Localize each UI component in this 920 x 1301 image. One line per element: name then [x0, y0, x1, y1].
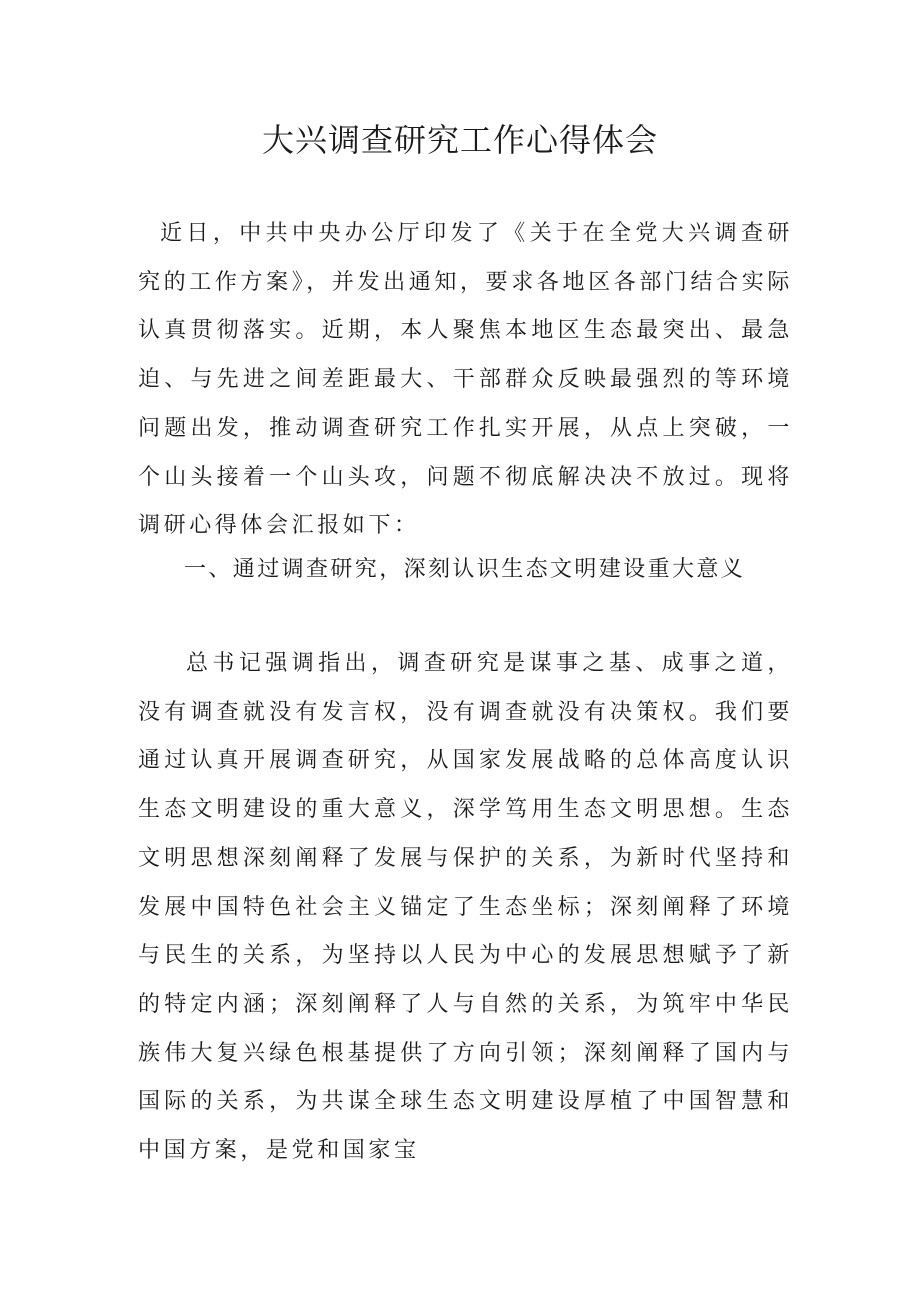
body-paragraph: 总书记强调指出，调查研究是谋事之基、成事之道，没有调查就没有发言权，没有调查就没有决策权。我们要通过认真开展调查研究，从国家发展战略的总体高度认识生态文明建设的重大意义，深学笃用生态文明思想。生态文明思想深刻阐释了发展与保护的关系，为新时代坚持和发展中国特色社会主义锚定了生态坐标；深刻阐释了环境与民生的关系，为坚持以人民为中心的发展思想赋予了新的特定内涵；深刻阐释了人与自然的关系，为筑牢中华民族伟大复兴绿色根基提供了方向引领；深刻阐释了国内与国际的关系，为共谋全球生态文明建设厚植了中国智慧和中国方案，是党和国家宝 [138, 651, 793, 1164]
intro-paragraph: 近日，中共中央办公厅印发了《关于在全党大兴调查研究的工作方案》，并发出通知，要求各地区各部门结合实际认真贯彻落实。近期，本人聚焦本地区生态最突出、最急迫、与先进之间差距最大、干部群众反映最强烈的等环境问题出发，推动调查研究工作扎实开展，从点上突破，一个山头接着一个山头攻，问题不彻底解决决不放过。现将调研心得体会汇报如下： [138, 221, 793, 539]
document-title: 大兴调查研究工作心得体会 [261, 121, 658, 159]
section-heading: 一、通过调查研究，深刻认识生态文明建设重大意义 [184, 557, 746, 582]
